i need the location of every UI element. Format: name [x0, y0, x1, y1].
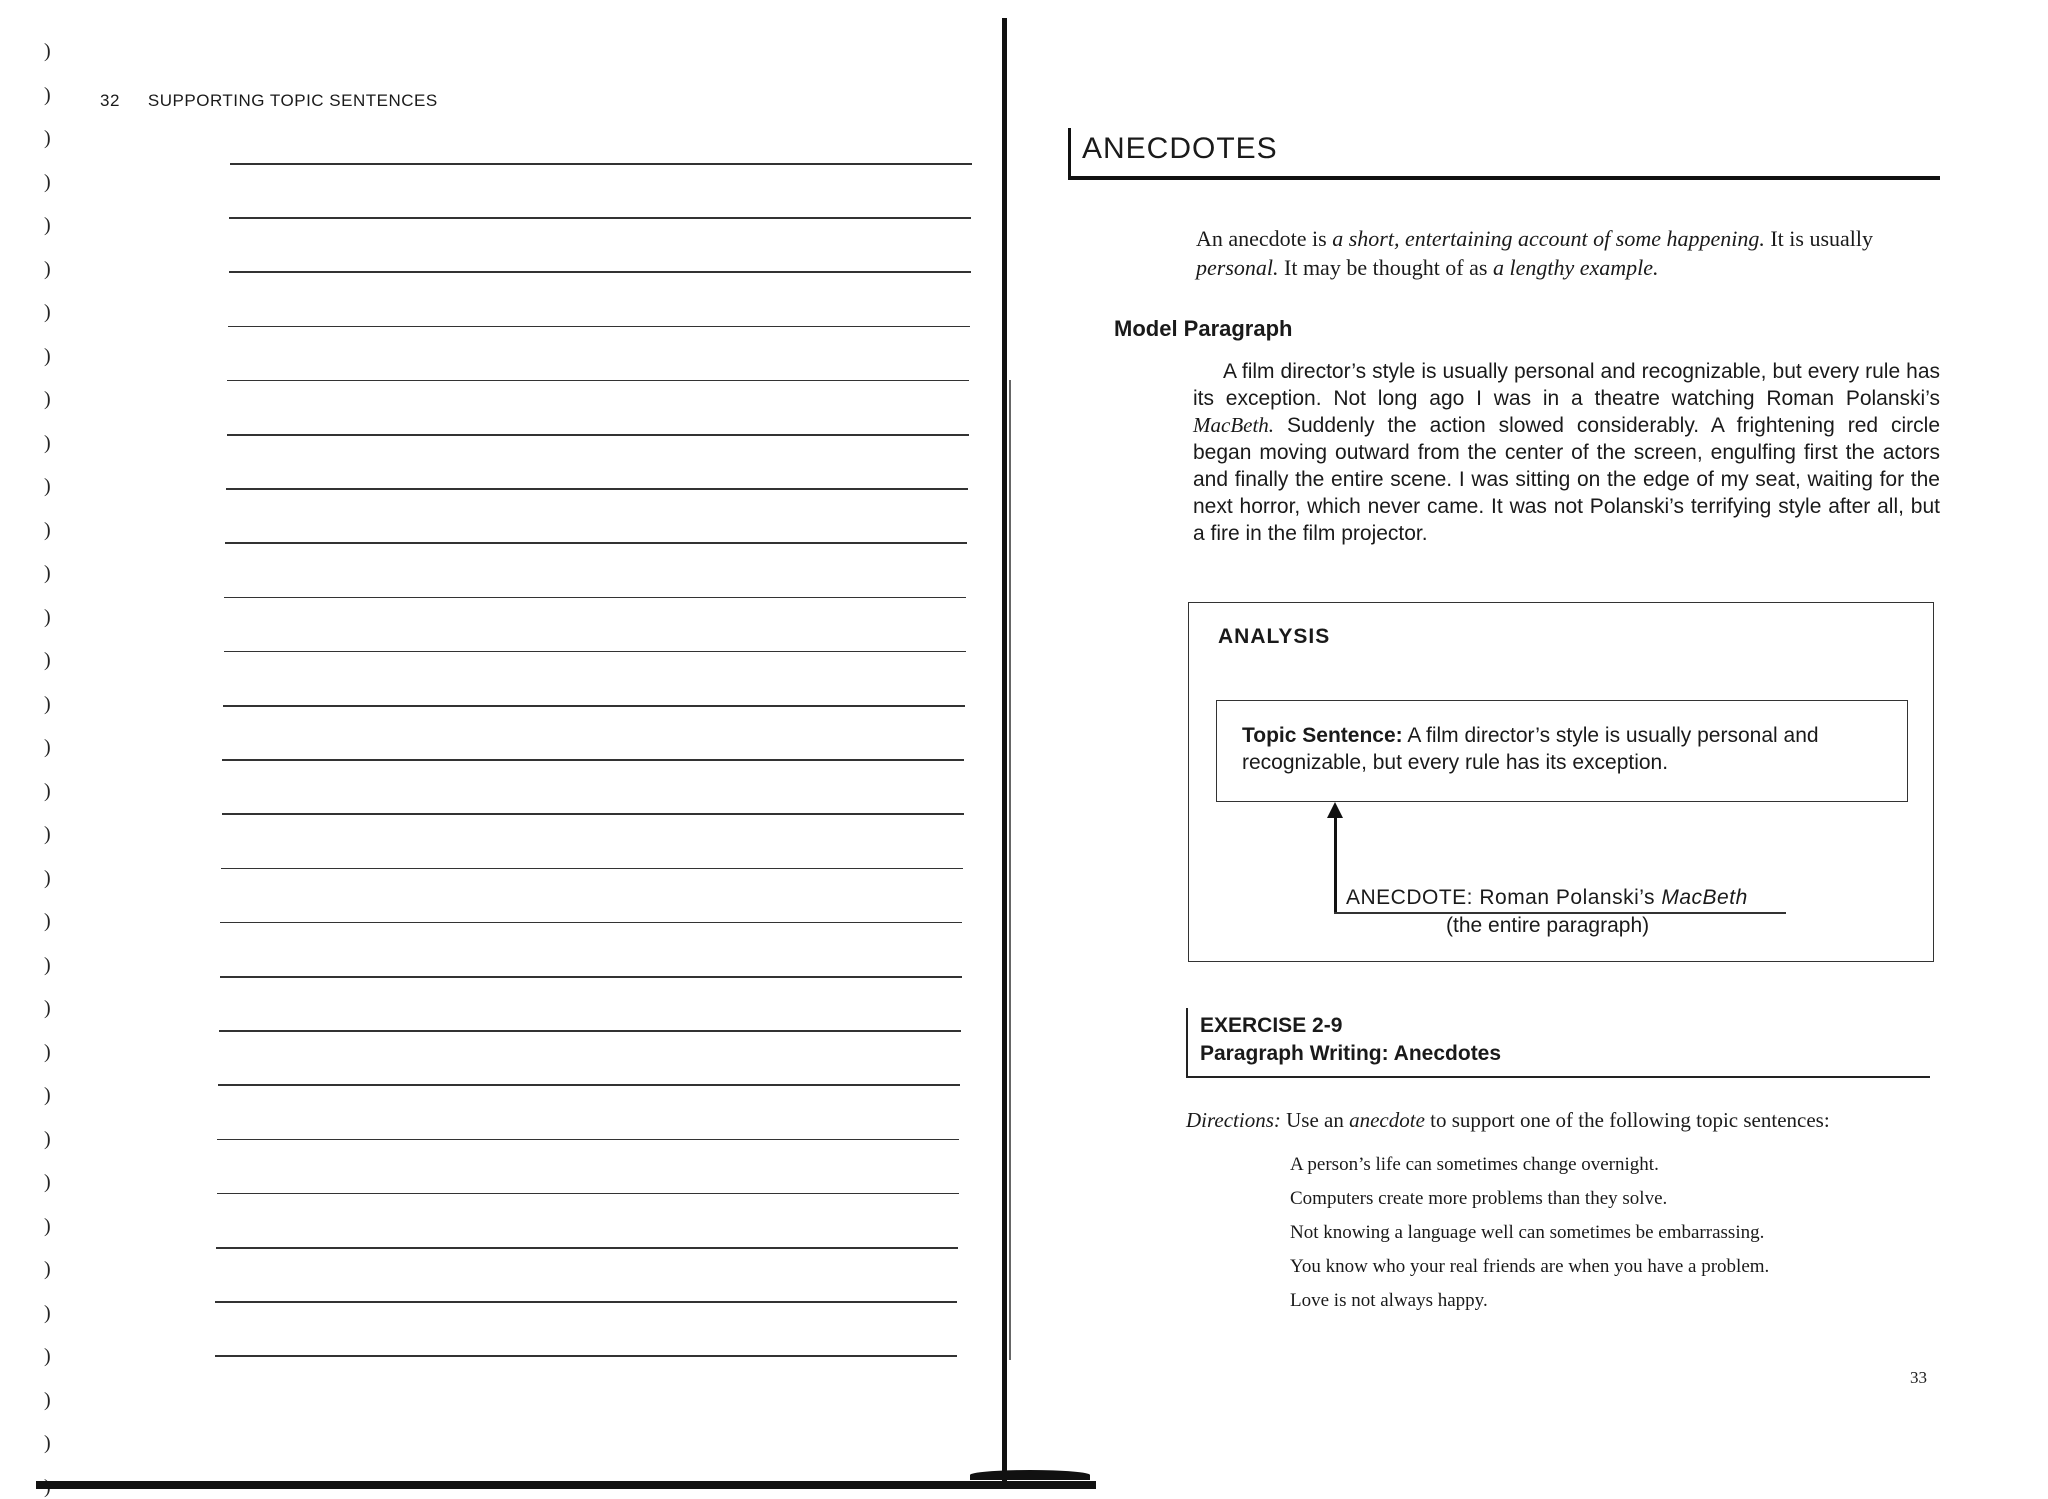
margin-mark: )	[44, 1345, 51, 1367]
intro-text: It may be thought of as	[1278, 255, 1493, 280]
book-spine	[1002, 18, 1007, 1488]
margin-mark: )	[44, 1432, 51, 1454]
section-title-bar	[1068, 128, 1071, 178]
list-item: Not knowing a language well can sometimes be embarrassing.	[1290, 1222, 1765, 1243]
list-item: Love is not always happy.	[1290, 1290, 1488, 1311]
anecdote-film-title: MacBeth	[1661, 886, 1748, 909]
anecdote-label	[1346, 886, 1748, 910]
margin-mark: )	[44, 649, 51, 671]
margin-mark: )	[44, 475, 51, 497]
running-head	[100, 91, 438, 111]
running-head-title: SUPPORTING TOPIC SENTENCES	[147, 91, 438, 110]
writing-line	[227, 434, 969, 436]
margin-mark: )	[44, 170, 51, 193]
list-item: A person’s life can sometimes change overnight.	[1290, 1154, 1659, 1175]
section-title-rule	[1068, 176, 1940, 180]
directions-emphasis: anecdote	[1349, 1108, 1425, 1132]
margin-mark: )	[44, 910, 51, 932]
model-paragraph-heading: Model Paragraph	[1114, 316, 1293, 341]
margin-mark: )	[44, 1258, 51, 1280]
exercise-bar	[1186, 1008, 1188, 1076]
writing-line	[215, 1355, 957, 1357]
writing-line	[217, 1193, 959, 1195]
topic-sentence-list	[1290, 1148, 1769, 1318]
topic-sentence	[1242, 722, 1902, 776]
directions	[1186, 1108, 1830, 1133]
margin-mark: )	[44, 40, 51, 62]
directions-text: Use an	[1280, 1108, 1350, 1132]
writing-line	[217, 1139, 959, 1141]
writing-line	[215, 1301, 957, 1303]
margin-mark: )	[44, 1214, 51, 1237]
writing-line	[220, 976, 962, 978]
intro-emphasis: a short, entertaining account of some happening.	[1332, 226, 1765, 251]
model-paragraph-text: A film director’s style is usually personal and recognizable, but every rule has its exception. Not long ago I was in a theatre watching Roman Polanski’s	[1193, 360, 1940, 410]
margin-mark: )	[44, 953, 51, 976]
writing-line	[225, 542, 967, 544]
margin-mark: )	[44, 736, 51, 758]
directions-label: Directions:	[1186, 1108, 1281, 1132]
margin-mark: )	[44, 1171, 51, 1193]
exercise-rule	[1186, 1076, 1930, 1078]
writing-line	[222, 813, 964, 815]
margin-mark: )	[44, 1040, 51, 1063]
list-item: You know who your real friends are when you have a problem.	[1290, 1256, 1770, 1277]
margin-mark: )	[44, 1301, 51, 1324]
margin-mark: )	[44, 257, 51, 280]
exercise-title: Paragraph Writing: Anecdotes	[1200, 1042, 1502, 1065]
writing-line	[216, 1247, 958, 1249]
writing-line	[224, 651, 966, 653]
directions-text: to support one of the following topic sentences:	[1424, 1108, 1830, 1132]
margin-mark: )	[44, 518, 51, 541]
writing-line	[229, 217, 971, 219]
intro-paragraph	[1196, 224, 1940, 282]
margin-mark: )	[44, 866, 51, 889]
intro-text: An anecdote is	[1196, 226, 1333, 251]
margin-mark: )	[44, 388, 51, 410]
anecdote-subtitle: (the entire paragraph)	[1446, 914, 1650, 937]
margin-mark: )	[44, 779, 51, 802]
arrow-line	[1334, 806, 1337, 914]
margin-mark: )	[44, 1127, 51, 1150]
exercise-number: EXERCISE 2-9	[1200, 1014, 1343, 1037]
margin-mark: )	[44, 1388, 51, 1411]
writing-line	[224, 597, 966, 599]
exercise-heading	[1200, 1012, 1501, 1068]
anecdote-label-text: ANECDOTE: Roman Polanski’s	[1346, 886, 1662, 909]
writing-line	[226, 488, 968, 490]
intro-text: It is usually	[1764, 226, 1874, 251]
spine-foot	[970, 1470, 1090, 1480]
writing-line	[222, 759, 964, 761]
margin-mark: )	[44, 1084, 51, 1106]
intro-emphasis: a lengthy example.	[1492, 255, 1659, 280]
margin-mark: )	[44, 431, 51, 454]
margin-mark: )	[44, 997, 51, 1019]
writing-line	[229, 271, 971, 273]
intro-emphasis: personal.	[1196, 255, 1279, 280]
film-title: MacBeth.	[1193, 413, 1275, 437]
writing-line	[227, 380, 969, 382]
margin-mark: )	[44, 562, 51, 584]
section-title: ANECDOTES	[1082, 132, 1278, 165]
writing-line	[228, 326, 970, 328]
margin-mark: )	[44, 127, 51, 149]
page-bottom-edge	[36, 1481, 1096, 1489]
spine-shadow	[1009, 380, 1011, 1360]
model-paragraph-text: Suddenly the action slowed considerably. A frightening red circle began moving outward from the center of the screen, engulfing first the actors and finally the entire scene. I was sitting on the edge of my seat, waiting for the next horror, which never came. It was not Polanski’s terrifying style after all, but a fire in the film projector.	[1193, 414, 1940, 545]
writing-line	[230, 163, 972, 165]
page-number-left: 32	[100, 91, 120, 110]
page-number-right: 33	[1910, 1368, 1927, 1387]
analysis-heading: ANALYSIS	[1218, 625, 1331, 648]
margin-mark: )	[44, 692, 51, 715]
topic-sentence-text: A film director’s style is usually personal and recognizable, but every rule has its exception.	[1242, 724, 1819, 774]
margin-mark: )	[44, 301, 51, 323]
writing-line	[220, 922, 962, 924]
margin-mark: )	[44, 823, 51, 845]
margin-mark: )	[44, 605, 51, 628]
writing-line	[219, 1030, 961, 1032]
margin-mark: )	[44, 214, 51, 236]
model-paragraph	[1193, 358, 1940, 547]
writing-line	[221, 868, 963, 870]
writing-line	[223, 705, 965, 707]
margin-mark: )	[44, 83, 51, 106]
writing-line	[218, 1084, 960, 1086]
list-item: Computers create more problems than they solve.	[1290, 1188, 1668, 1209]
margin-mark: )	[44, 344, 51, 367]
topic-sentence-label: Topic Sentence:	[1242, 724, 1403, 747]
arrow-up-icon	[1327, 802, 1343, 818]
